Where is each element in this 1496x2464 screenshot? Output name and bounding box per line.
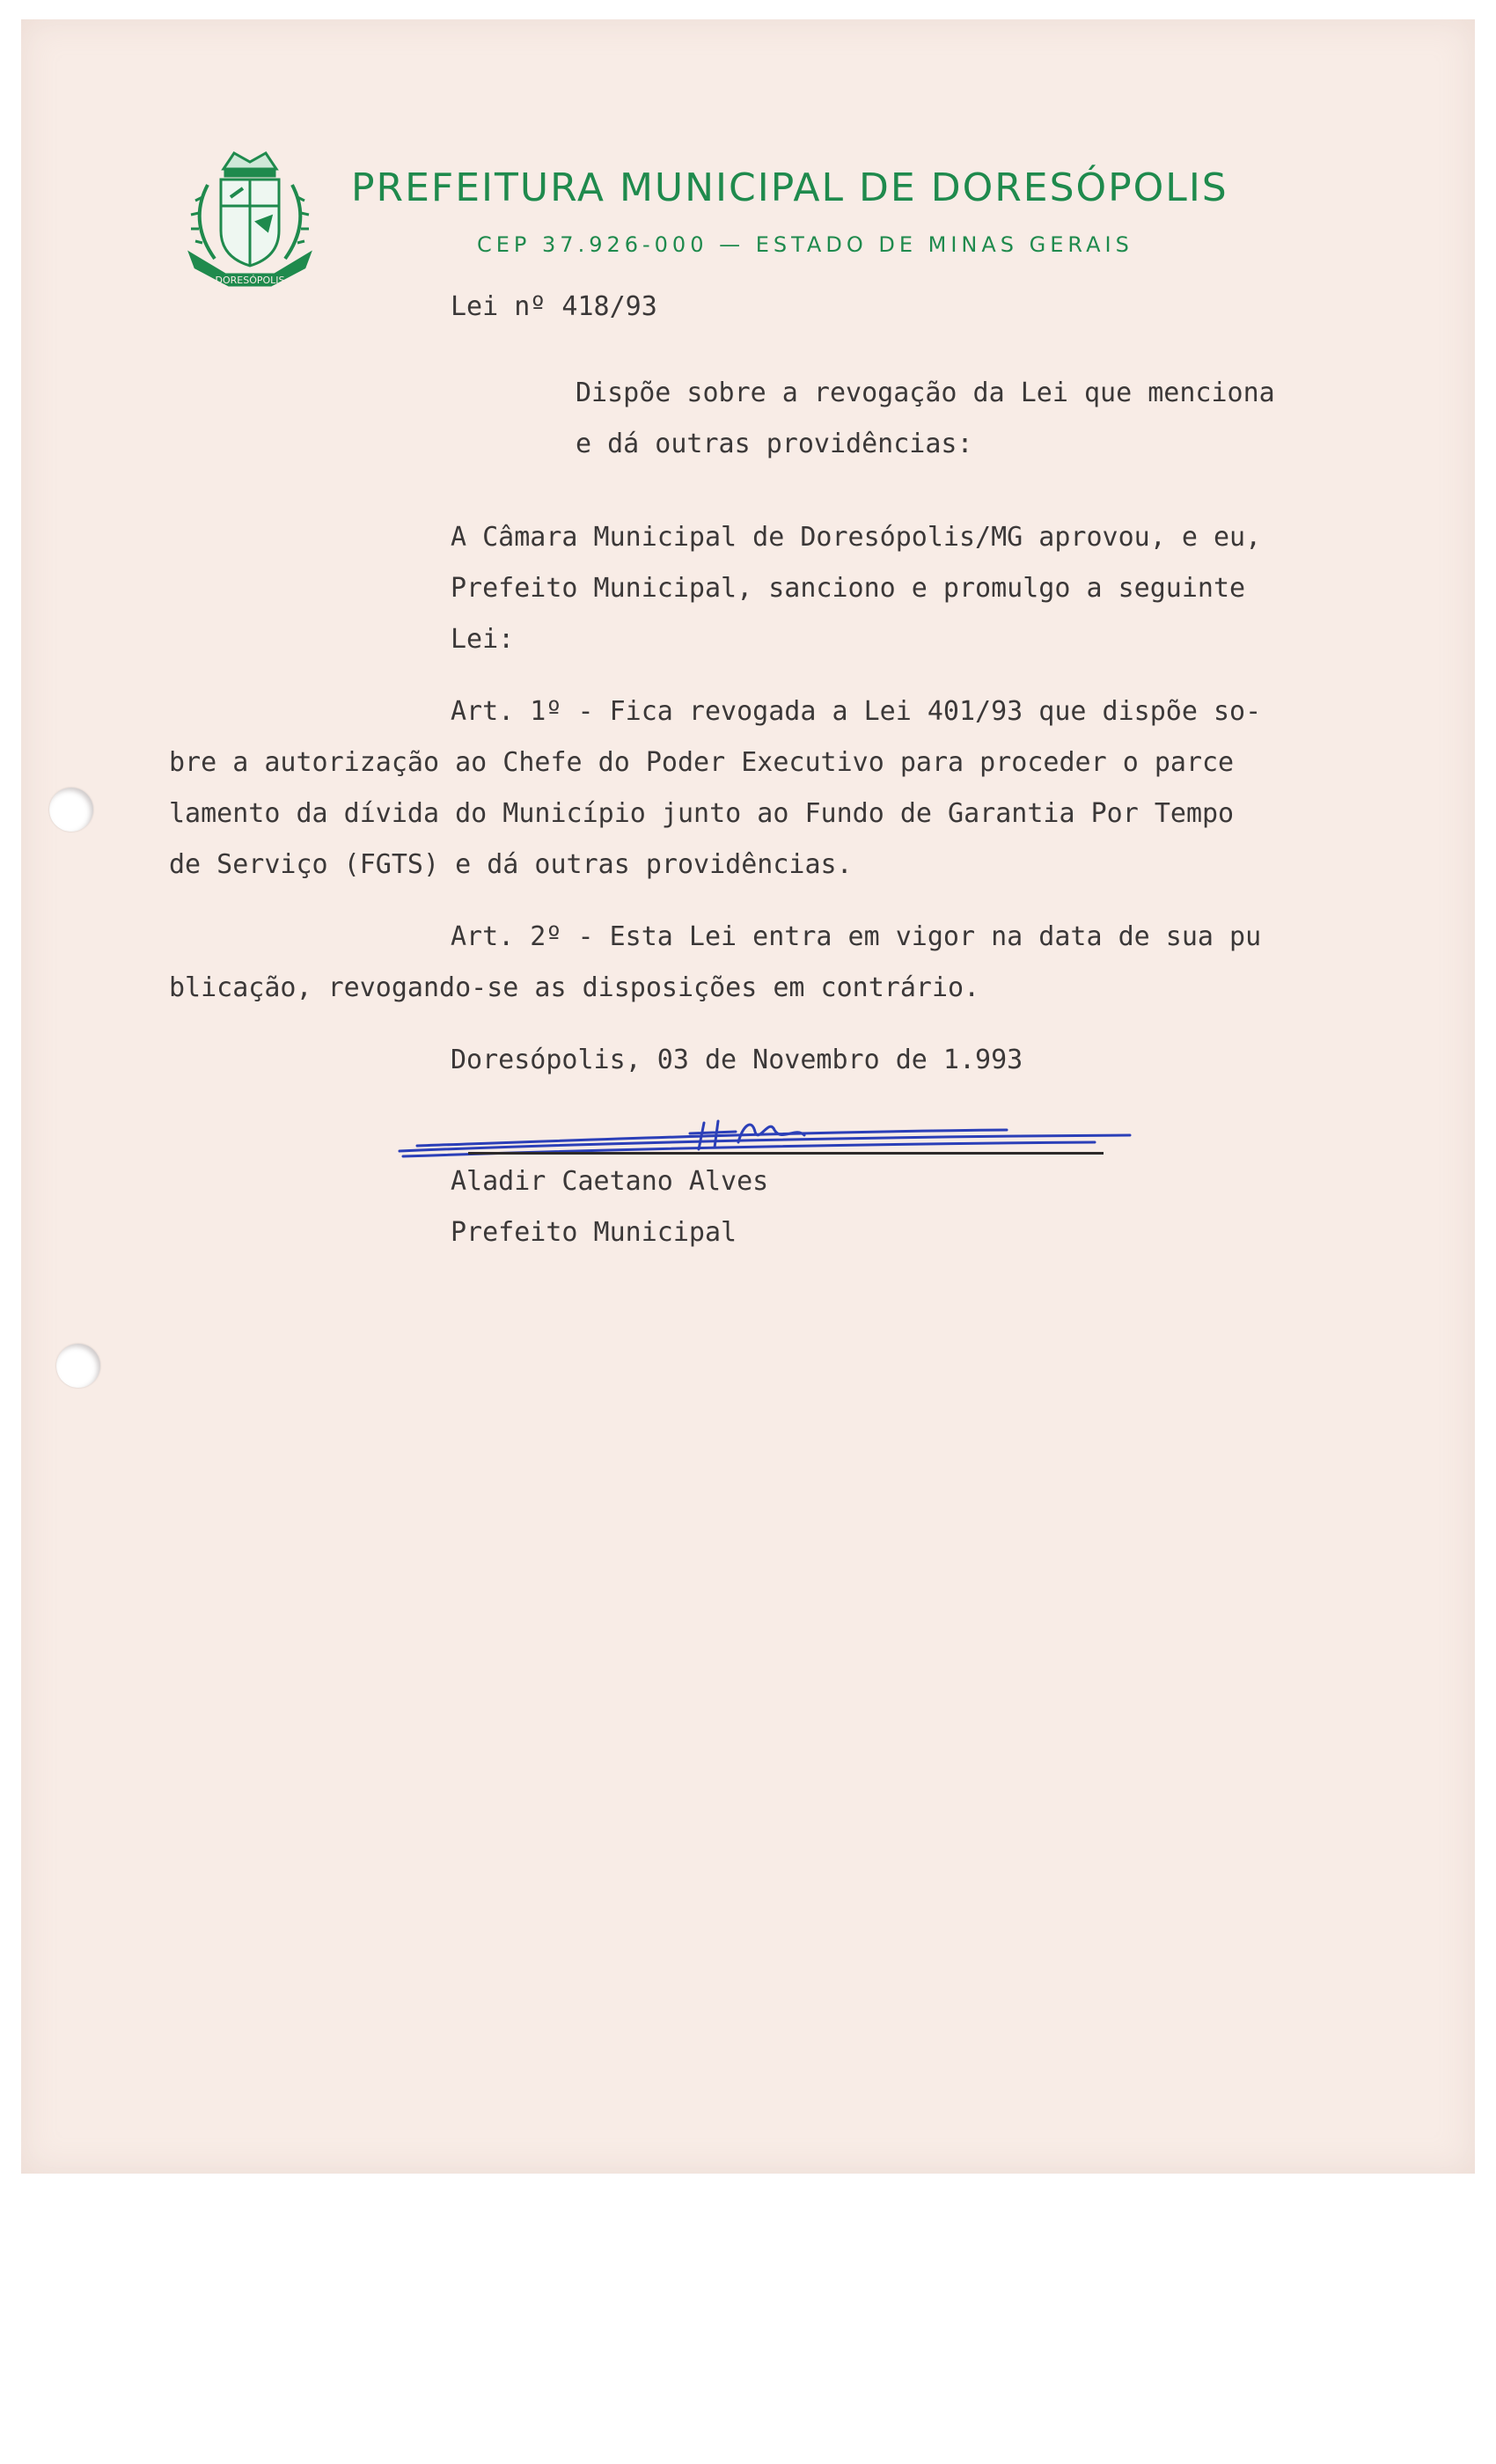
letterhead-subtitle: CEP 37.926-000 — ESTADO DE MINAS GERAIS xyxy=(477,232,1133,257)
svg-text:DORESÓPOLIS: DORESÓPOLIS xyxy=(215,275,285,286)
preamble-line: A Câmara Municipal de Doresópolis/MG aprovou, e eu, xyxy=(451,522,1262,553)
ementa-line: Dispõe sobre a revogação da Lei que menciona xyxy=(576,378,1275,408)
article-1-line: lamento da dívida do Município junto ao Fundo de Garantia Por Tempo xyxy=(169,798,1235,829)
punch-hole-top xyxy=(49,788,93,832)
law-number: Lei nº 418/93 xyxy=(451,291,657,322)
signature-line xyxy=(468,1152,1104,1155)
handwritten-signature xyxy=(391,1091,1139,1170)
article-1-line: Art. 1º - Fica revogada a Lei 401/93 que dispõe so- xyxy=(451,696,1262,727)
preamble-line: Lei: xyxy=(451,624,515,655)
article-1-line: bre a autorização ao Chefe do Poder Executivo para proceder o parce xyxy=(169,747,1235,778)
signatory-name: Aladir Caetano Alves xyxy=(451,1166,769,1197)
letterhead-title: PREFEITURA MUNICIPAL DE DORESÓPOLIS xyxy=(351,165,1228,210)
preamble-line: Prefeito Municipal, sanciono e promulgo a seguinte xyxy=(451,573,1246,604)
article-2-line: blicação, revogando-se as disposições em contrário. xyxy=(169,972,980,1003)
date-line: Doresópolis, 03 de Novembro de 1.993 xyxy=(451,1045,1023,1075)
municipal-crest-icon xyxy=(172,143,327,292)
signatory-title: Prefeito Municipal xyxy=(451,1217,737,1248)
article-1-line: de Serviço (FGTS) e dá outras providências. xyxy=(169,849,853,880)
document-page xyxy=(21,19,1475,2174)
article-2-line: Art. 2º - Esta Lei entra em vigor na data de sua pu xyxy=(451,921,1262,952)
punch-hole-bottom xyxy=(56,1344,100,1388)
ementa-line: e dá outras providências: xyxy=(576,429,973,459)
